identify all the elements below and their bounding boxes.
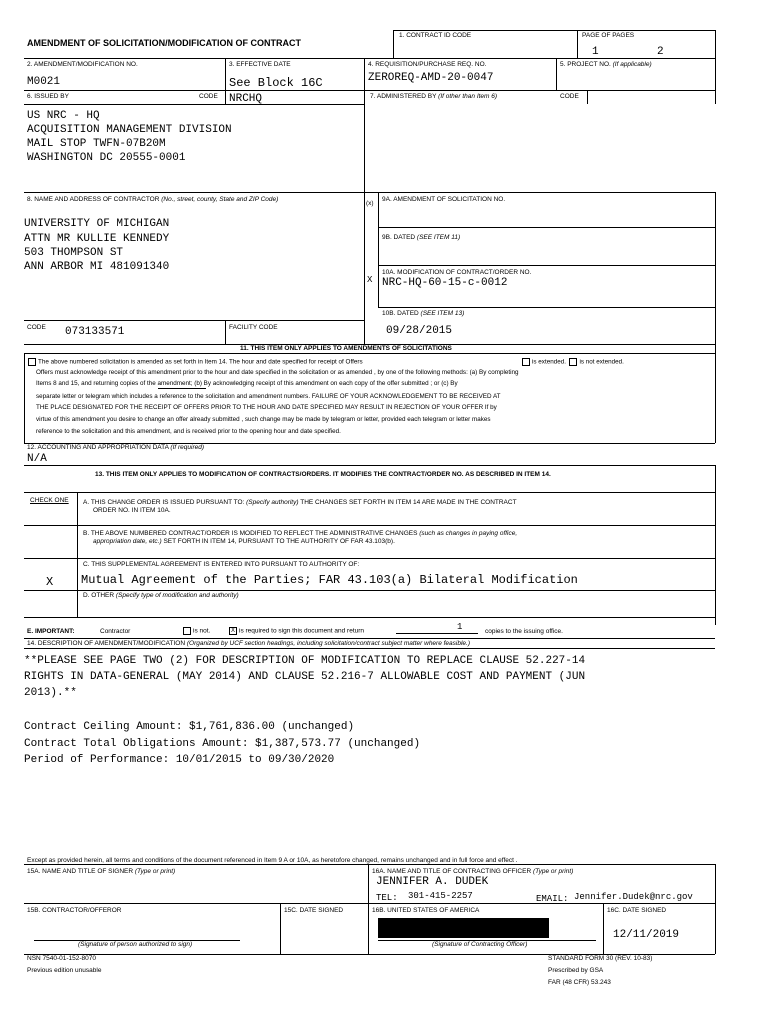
item-10a-label: 10A. MODIFICATION OF CONTRACT/ORDER NO.	[382, 269, 532, 276]
item-14-line-5: Contract Ceiling Amount: $1,761,836.00 (unchanged)	[24, 721, 355, 733]
contractor-line-3: 503 THOMPSON ST	[24, 247, 124, 259]
amendment-no: M0021	[27, 76, 61, 88]
officer-16a-label: 16A. NAME AND TITLE OF CONTRACTING OFFICER (Type or print)	[372, 868, 574, 875]
standard-form: STANDARD FORM 30 (REV. 10-83)	[548, 955, 653, 962]
form-title: AMENDMENT OF SOLICITATION/MODIFICATION OF CONTRACT	[27, 38, 301, 48]
effective-date-label: 3. EFFECTIVE DATE	[229, 61, 291, 68]
item-13b-line-2: appropriation date, etc.) SET FORTH IN ITEM 14, PURSUANT TO THE AUTHORITY OF FAR 43.103(b).	[93, 538, 395, 545]
item-10a-value: NRC-HQ-60-15-c-0012	[382, 277, 508, 289]
contractor-code-label: CODE	[27, 324, 46, 331]
item-11-line-5: THE PLACE DESIGNATED FOR THE RECEIPT OF OFFERS PRIOR TO THE HOUR AND DATE SPECIFIED MAY RESULT IN REJECTION OF YOUR OFFER If by	[36, 404, 497, 411]
officer-email: Jennifer.Dudek@nrc.gov	[574, 892, 693, 902]
is-required-checkbox[interactable]: X	[230, 628, 235, 634]
issuer-line-3: MAIL STOP TWFN-07B20M	[27, 138, 166, 150]
administered-code-label: CODE	[560, 93, 579, 100]
item-9b-label: 9B. DATED (SEE ITEM 11)	[382, 234, 461, 241]
contractor-line-4: ANN ARBOR MI 481091340	[24, 261, 170, 273]
amendment-no-label: 2. AMENDMENT/MODIFICATION NO.	[27, 61, 138, 68]
important-label: E. IMPORTANT:	[27, 628, 75, 635]
item-11-heading: 11. THIS ITEM ONLY APPLIES TO AMENDMENTS OF SOLICITATIONS	[240, 345, 452, 352]
item-13-heading: 13. THIS ITEM ONLY APPLIES TO MODIFICATION OF CONTRACTS/ORDERS. IT MODIFIES THE CONTRACT/ORDER NO. AS DESCRIBED IN ITEM 14.	[95, 471, 551, 478]
officer-signature-caption: (Signature of Contracting Officer)	[432, 941, 528, 948]
item-9a-label: 9A. AMENDMENT OF SOLICITATION NO.	[382, 196, 506, 203]
item-12-value: N/A	[27, 453, 47, 465]
page-number: 1	[592, 46, 599, 58]
signer-15a-label: 15A. NAME AND TITLE OF SIGNER (Type or print)	[27, 868, 176, 875]
nsn-number: NSN 7540-01-152-8070	[27, 955, 97, 962]
item-12-label: 12. ACCOUNTING AND APPROPRIATION DATA (If required)	[27, 444, 205, 451]
page-of-pages-label: PAGE OF PAGES	[582, 32, 635, 39]
officer-signature-redaction	[378, 918, 549, 938]
pages-total: 2	[657, 46, 664, 58]
date-16c-value: 12/11/2019	[613, 929, 680, 941]
person-signature-caption: (Signature of person authorized to sign)	[78, 941, 193, 948]
date-15c-label: 15C. DATE SIGNED	[284, 907, 344, 914]
is-extended-checkbox[interactable]	[522, 358, 530, 366]
project-no-label: 5. PROJECT NO. (If applicable)	[560, 61, 652, 68]
contractor-line-1: UNIVERSITY OF MICHIGAN	[24, 218, 170, 230]
contractor-code: 073133571	[65, 326, 125, 338]
important-is-required: X is required to sign this document and return	[230, 627, 365, 635]
issuer-line-1: US NRC - HQ	[27, 110, 100, 122]
item-13d-line: D. OTHER (Specify type of modification and authority)	[83, 592, 239, 599]
important-is-not: is not.	[183, 627, 210, 636]
item-13a-line-2: ORDER NO. IN ITEM 10A.	[93, 507, 171, 514]
issued-by-label: 6. ISSUED BY	[27, 93, 69, 100]
item-11-line-6: virtue of this amendment you desire to change an offer already submitted , such change may be made by telegram or letter, provided each telegram or letter makes	[36, 416, 491, 423]
prescribed-by: Prescribed by GSA	[548, 967, 604, 974]
item-14-label: 14. DESCRIPTION OF AMENDMENT/MODIFICATION (Organized by UCF section headings, including solicitation/contract subject matter where feasible.)	[27, 640, 471, 647]
extended-options: is extended. is not extended.	[522, 358, 624, 367]
solicitation-amended-checkbox[interactable]	[28, 358, 36, 366]
item-11-line-1: The above numbered solicitation is amended as set forth in Item 14. The hour and date specified for receipt of Offers	[28, 358, 363, 367]
copies-blank	[158, 388, 206, 389]
item-13c-value: Mutual Agreement of the Parties; FAR 43.103(a) Bilateral Modification	[81, 573, 578, 587]
item-14-line-6: Contract Total Obligations Amount: $1,387,573.77 (unchanged)	[24, 738, 421, 750]
contractor-line-2: ATTN MR KULLIE KENNEDY	[24, 233, 170, 245]
far-reference: FAR (48 CFR) 53.243	[548, 979, 611, 986]
administered-by-label: 7. ADMINISTERED BY (If other than Item 6)	[370, 93, 498, 100]
item-11-line-2: Offers must acknowledge receipt of this amendment prior to the hour and date specified in the solicitation or as amended , by one of the following methods: (a) By completing	[36, 369, 519, 376]
check-one-label: CHECK ONE	[30, 497, 69, 504]
is-not-extended-checkbox[interactable]	[569, 358, 577, 366]
copies-return-tail: copies to the issuing office.	[485, 628, 563, 635]
officer-name: JENNIFER A. DUDEK	[376, 876, 489, 888]
issuer-line-2: ACQUISITION MANAGEMENT DIVISION	[27, 124, 232, 136]
facility-code-label: FACILITY CODE	[229, 324, 278, 331]
officer-tel: 301-415-2257	[408, 891, 473, 901]
officer-email-label: EMAIL:	[536, 894, 569, 904]
item-13c-mark: X	[46, 575, 54, 589]
item-14-line-3: 2013).**	[24, 687, 77, 699]
copies-return-count: 1	[457, 622, 463, 632]
item-11-line-3: Items 8 and 15, and returning copies of the amendment; (b) By acknowledging receipt of this amendment on each copy of the offer submitted ; or (c) By	[36, 380, 458, 387]
item-10b-value: 09/28/2015	[386, 325, 453, 337]
item-10a-mark: X	[367, 275, 373, 285]
issued-by-code-label: CODE	[199, 93, 218, 100]
date-16c-label: 16C. DATE SIGNED	[607, 907, 667, 914]
is-not-checkbox[interactable]	[183, 627, 191, 635]
previous-edition: Previous edition unusable	[27, 967, 102, 974]
item-13b-line-1: B. THE ABOVE NUMBERED CONTRACT/ORDER IS MODIFIED TO REFLECT THE ADMINISTRATIVE CHANGES (such as changes in paying office,	[83, 530, 518, 537]
item-13c-line: C. THIS SUPPLEMENTAL AGREEMENT IS ENTERED INTO PURSUANT TO AUTHORITY OF:	[83, 561, 360, 568]
officer-tel-label: TEL:	[376, 893, 398, 903]
item-13a-line-1: A. THIS CHANGE ORDER IS ISSUED PURSUANT TO: (Specify authority) THE CHANGES SET FORTH IN ITEM 14 ARE MADE IN THE CONTRACT	[83, 499, 517, 506]
except-statement: Except as provided herein, all terms and conditions of the document referenced in Item 9 A or 10A, as heretofore changed, remains unchanged and in full force and effect .	[27, 857, 518, 864]
issued-by-code: NRCHQ	[229, 93, 263, 105]
contractor-15b-label: 15B. CONTRACTOR/OFFEROR	[27, 907, 122, 914]
item-11-line-4: separate letter or telegram which includes a reference to the solicitation and amendment numbers. FAILURE OF YOUR ACKNOWLEDGEMENT TO BE RECEIVED AT	[36, 393, 501, 400]
item-14-line-7: Period of Performance: 10/01/2015 to 09/30/2020	[24, 754, 335, 766]
requisition-label: 4. REQUISITION/PURCHASE REQ. NO.	[368, 61, 487, 68]
issuer-line-4: WASHINGTON DC 20555-0001	[27, 152, 186, 164]
copies-return-blank	[396, 633, 478, 634]
effective-date: See Block 16C	[229, 76, 323, 90]
x-column-label: (x)	[366, 200, 374, 207]
contract-id-label: 1. CONTRACT ID CODE	[399, 32, 472, 39]
contractor-label: 8. NAME AND ADDRESS OF CONTRACTOR (No., street, county, State and ZIP Code)	[27, 196, 279, 203]
item-14-line-2: RIGHTS IN DATA-GENERAL (MAY 2014) AND CLAUSE 52.216-7 ALLOWABLE COST AND PAYMENT (JUN	[24, 671, 586, 683]
item-10b-label: 10B. DATED (SEE ITEM 13)	[382, 310, 465, 317]
important-contractor: Contractor	[100, 628, 131, 635]
item-14-line-1: **PLEASE SEE PAGE TWO (2) FOR DESCRIPTION OF MODIFICATION TO REPLACE CLAUSE 52.227-14	[24, 655, 586, 667]
requisition-no: ZEROREQ-AMD-20-0047	[368, 72, 494, 84]
usa-16b-label: 16B. UNITED STATES OF AMERICA	[372, 907, 480, 914]
item-11-line-7: reference to the solicitation and this amendment, and is received prior to the opening hour and date specified.	[36, 428, 341, 435]
